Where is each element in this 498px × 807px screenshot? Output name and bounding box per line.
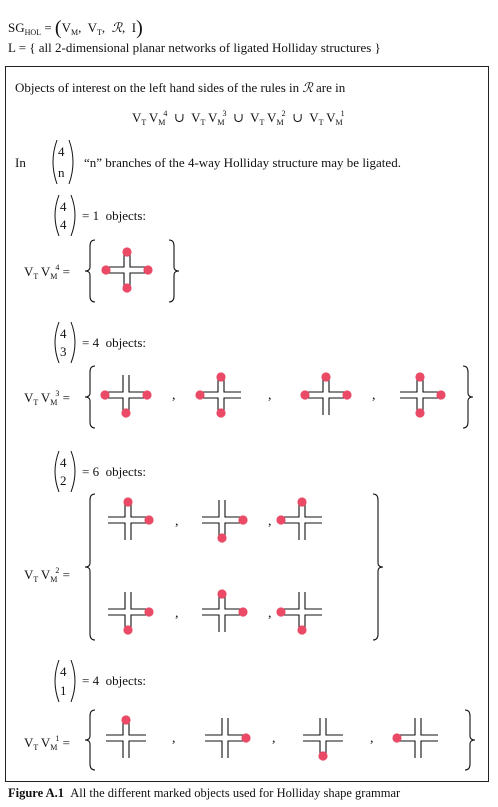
- ligation-marker: [241, 733, 250, 742]
- close-paren: ): [136, 17, 143, 39]
- binom-42-bot: 2: [60, 473, 67, 488]
- binomial-right-paren: [71, 195, 75, 236]
- union-exp-3: 3: [222, 109, 227, 118]
- ligation-marker: [415, 408, 424, 417]
- ligation-marker: [216, 408, 225, 417]
- comma-separator: ,: [372, 388, 376, 403]
- right-brace: [465, 710, 475, 770]
- binomial-left-paren: [55, 660, 59, 702]
- ligation-marker: [415, 372, 424, 381]
- intro-end: are in: [316, 80, 346, 95]
- binomial-left-paren: [55, 322, 59, 363]
- comma-separator: ,: [175, 606, 179, 621]
- ligation-marker: [276, 607, 285, 616]
- ligation-marker: [217, 533, 226, 542]
- figure-caption-text: All the different marked objects used for Holliday shape grammar: [70, 786, 401, 800]
- union-exp-4: 4: [163, 109, 168, 118]
- ligation-marker: [342, 390, 351, 399]
- binomial-right-paren: [71, 322, 75, 363]
- comma-separator: ,: [370, 731, 374, 746]
- holliday-cross: [205, 718, 245, 758]
- binomial-right-paren: [69, 140, 73, 184]
- tuple-one: I: [131, 20, 137, 35]
- binom-42-top: 4: [60, 455, 67, 470]
- comma-separator: ,: [172, 731, 176, 746]
- ligation-marker: [143, 265, 152, 274]
- binom-43-top: 4: [60, 326, 67, 341]
- comma-separator: ,: [268, 388, 272, 403]
- left-brace: [85, 494, 95, 640]
- union-exp-2: 2: [281, 109, 286, 118]
- comma-separator: ,: [268, 514, 272, 529]
- binom-44-bot: 4: [60, 217, 67, 232]
- binomial-left-paren: [53, 140, 57, 184]
- binom-41-bot: 1: [60, 683, 67, 698]
- ligation-marker: [144, 607, 153, 616]
- right-brace: [373, 494, 383, 640]
- intro-r: ℛ: [302, 80, 313, 95]
- binom-n-top: 4: [58, 144, 65, 159]
- comma-separator: ,: [272, 731, 276, 746]
- ligation-marker: [121, 408, 130, 417]
- tuple-r: ℛ: [111, 20, 123, 35]
- ligation-marker: [101, 265, 110, 274]
- count-6: = 6 objects:: [82, 464, 147, 479]
- ligation-marker: [123, 497, 132, 506]
- ligation-marker: [122, 247, 131, 256]
- ligation-marker: [297, 625, 306, 634]
- sg-subscript: HOL: [24, 28, 42, 37]
- binom-intro-text: “n” branches of the 4-way Holliday structure may be ligated.: [84, 155, 401, 170]
- binomial-left-paren: [55, 195, 59, 236]
- ligation-marker: [436, 390, 445, 399]
- holliday-cross: [398, 718, 438, 758]
- binom-44-top: 4: [60, 199, 67, 214]
- union-2: ∪: [232, 110, 244, 125]
- binom-n-bot: n: [58, 165, 65, 180]
- binomial-left-paren: [55, 451, 59, 492]
- ligation-marker: [392, 733, 401, 742]
- ligation-marker: [144, 515, 153, 524]
- intro-text: Objects of interest on the left hand sides of the rules in: [15, 80, 300, 95]
- right-brace: [463, 366, 473, 428]
- ligation-marker: [142, 390, 151, 399]
- ligation-marker: [122, 283, 131, 292]
- ligation-marker: [238, 607, 247, 616]
- left-brace: [85, 710, 95, 770]
- ligation-marker: [123, 625, 132, 634]
- left-brace: [85, 366, 95, 428]
- count-4a: = 4 objects:: [82, 335, 147, 350]
- union-exp-1: 1: [340, 109, 345, 118]
- binom-intro-pre: In: [15, 155, 26, 170]
- binomial-right-paren: [71, 660, 75, 702]
- vtvm4-label: $V_T$ $V_M^4$ =: [24, 263, 70, 281]
- sg-symbol: SG: [8, 20, 25, 35]
- ligation-marker: [121, 715, 130, 724]
- vtvm1-label: $V_T$ $V_M^1$ =: [24, 734, 70, 752]
- ligation-marker: [195, 390, 204, 399]
- ligation-marker: [217, 589, 226, 598]
- ligation-marker: [216, 372, 225, 381]
- ligation-marker: [321, 372, 330, 381]
- tuple-vm: V: [61, 20, 71, 35]
- ligation-marker: [300, 390, 309, 399]
- binom-41-top: 4: [60, 664, 67, 679]
- vtvm2-label: $V_T$ $V_M^2$ =: [24, 566, 70, 584]
- tuple-vm-sub: M: [70, 28, 79, 37]
- union-1: ∪: [173, 110, 185, 125]
- comma-separator: ,: [268, 606, 272, 621]
- comma-separator: ,: [175, 514, 179, 529]
- tuple-vt-sub: T: [97, 28, 102, 37]
- binomial-right-paren: [71, 451, 75, 492]
- ligation-marker: [238, 515, 247, 524]
- vtvm3-label: $V_T$ $V_M^3$ =: [24, 389, 70, 407]
- comma-separator: ,: [172, 388, 176, 403]
- union-3: ∪: [292, 110, 303, 125]
- binom-43-bot: 3: [60, 344, 67, 359]
- sg-definition: $SG_{HOL} = (V_M$, $V_T$, ℛ, I): [8, 17, 143, 39]
- language-definition: L = { all 2-dimensional planar networks of ligated Holliday structures }: [8, 40, 381, 55]
- tuple-vt: V: [87, 20, 98, 35]
- ligation-marker: [100, 390, 109, 399]
- open-paren: (: [54, 17, 62, 39]
- count-4b: = 4 objects:: [82, 673, 147, 688]
- ligation-marker: [318, 751, 327, 760]
- left-brace: [85, 240, 95, 302]
- right-brace: [169, 240, 179, 302]
- union-expression: $V_T$ $V_M^4$ ∪ $V_T$ $V_M^3$ ∪ $V_T$ $V_M^2$ ∪ $V_T$ $V_M^1$: [132, 109, 345, 127]
- sg-equals: =: [44, 20, 52, 35]
- figure-number: Figure A.1: [8, 786, 65, 800]
- ligation-marker: [276, 515, 285, 524]
- ligation-marker: [297, 497, 306, 506]
- count-1: = 1 objects:: [82, 208, 147, 223]
